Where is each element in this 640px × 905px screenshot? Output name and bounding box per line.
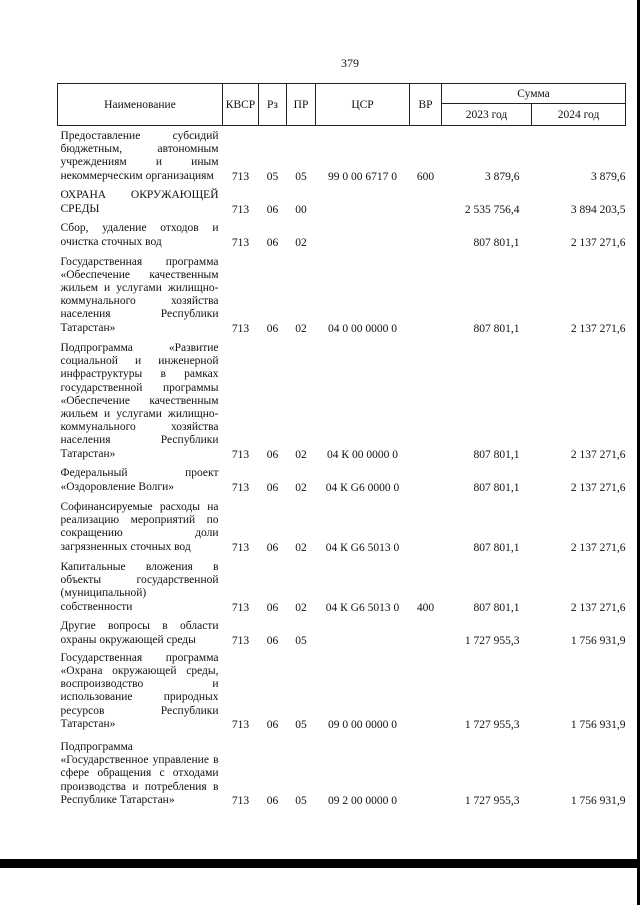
header-kvsr: КВСР bbox=[223, 84, 259, 126]
row-kvsr: 713 bbox=[231, 203, 250, 216]
row-sum-2023: 807 801,1 bbox=[473, 448, 520, 461]
budget-table bbox=[57, 83, 626, 808]
row-pr: 02 bbox=[295, 322, 307, 335]
row-sum-2023: 807 801,1 bbox=[473, 322, 520, 335]
table-row bbox=[58, 495, 626, 555]
table-row bbox=[58, 555, 626, 615]
header-vr: ВР bbox=[410, 84, 442, 126]
row-vr bbox=[410, 648, 442, 732]
row-rz: 06 bbox=[266, 634, 279, 647]
row-sum-2023: 1 727 955,3 bbox=[464, 719, 520, 732]
row-rz: 06 bbox=[266, 236, 279, 249]
header-name: Наименование bbox=[58, 84, 223, 126]
row-sum-2024: 2 137 271,6 bbox=[570, 236, 626, 249]
row-vr bbox=[410, 495, 442, 555]
row-rz: 06 bbox=[266, 481, 279, 494]
header-sum: Сумма bbox=[442, 84, 626, 104]
row-csr bbox=[316, 217, 410, 250]
row-kvsr: 713 bbox=[231, 481, 250, 494]
table-row bbox=[58, 336, 626, 462]
table-row bbox=[58, 250, 626, 336]
row-pr: 05 bbox=[295, 795, 307, 808]
row-csr: 09 2 00 0000 0 bbox=[328, 795, 397, 808]
row-name: Капитальные вложения в объекты государственной (муниципальной) собственности bbox=[60, 561, 219, 613]
page-number: 379 bbox=[341, 56, 359, 70]
row-csr bbox=[316, 184, 410, 217]
row-csr: 09 0 00 0000 0 bbox=[328, 719, 397, 732]
row-csr: 99 0 00 6717 0 bbox=[328, 170, 397, 183]
table-row bbox=[58, 462, 626, 495]
header-year-2023: 2023 год bbox=[442, 104, 532, 126]
row-kvsr: 713 bbox=[231, 236, 250, 249]
row-kvsr: 713 bbox=[231, 170, 250, 183]
row-name: Государственная программа «Охрана окружающей среды, воспроизводство и использование природных ресурсов Республики Татарстан» bbox=[60, 651, 219, 730]
row-vr: 400 bbox=[416, 601, 435, 614]
row-sum-2024: 2 137 271,6 bbox=[570, 541, 626, 554]
row-name: Подпрограмма «Государственное управление в сфере обращения с отходами производства и потребления в Республике Татарстан» bbox=[60, 741, 219, 806]
row-sum-2024: 2 137 271,6 bbox=[570, 448, 626, 461]
row-sum-2024: 2 137 271,6 bbox=[570, 322, 626, 335]
row-rz: 06 bbox=[266, 448, 279, 461]
row-name: Софинансируемые расходы на реализацию мероприятий по сокращению доли загрязненных сточных вод bbox=[60, 501, 219, 553]
row-kvsr: 713 bbox=[231, 541, 250, 554]
header-pr: ПР bbox=[287, 84, 316, 126]
row-vr bbox=[410, 184, 442, 217]
row-name: Сбор, удаление отходов и очистка сточных вод bbox=[60, 222, 219, 248]
row-kvsr: 713 bbox=[231, 322, 250, 335]
row-sum-2023: 807 801,1 bbox=[473, 236, 520, 249]
row-pr: 05 bbox=[295, 634, 307, 647]
row-sum-2023: 2 535 756,4 bbox=[464, 203, 520, 216]
row-name: Подпрограмма «Развитие социальной и инженерной инфраструктуры в рамках государственной программы «Обеспечение качественным жильем и услугами жилищно-коммунального хозяйства населения Республики Татарстан» bbox=[60, 341, 219, 460]
row-rz: 06 bbox=[266, 322, 279, 335]
row-csr: 04 К G6 5013 0 bbox=[325, 601, 400, 614]
row-vr bbox=[410, 615, 442, 648]
table-row bbox=[58, 184, 626, 217]
row-name: Предоставление субсидий бюджетным, автономным учреждениям и иным некоммерческим организациям bbox=[60, 130, 219, 182]
table-row bbox=[58, 615, 626, 648]
row-csr: 04 К 00 0000 0 bbox=[327, 448, 398, 461]
row-sum-2023: 1 727 955,3 bbox=[464, 795, 520, 808]
row-vr bbox=[410, 250, 442, 336]
row-kvsr: 713 bbox=[231, 795, 250, 808]
row-rz: 06 bbox=[266, 541, 279, 554]
scan-bottom-border bbox=[0, 859, 640, 868]
header-year-2024: 2024 год bbox=[532, 104, 626, 126]
row-rz: 06 bbox=[266, 203, 279, 216]
row-vr: 600 bbox=[416, 170, 435, 183]
row-sum-2024: 2 137 271,6 bbox=[570, 601, 626, 614]
row-pr: 00 bbox=[295, 203, 307, 216]
row-rz: 06 bbox=[266, 601, 279, 614]
row-vr bbox=[410, 462, 442, 495]
row-pr: 02 bbox=[295, 236, 307, 249]
row-csr: 04 К G6 0000 0 bbox=[325, 481, 400, 494]
row-sum-2023: 3 879,6 bbox=[485, 170, 520, 183]
row-rz: 05 bbox=[266, 170, 279, 183]
row-sum-2023: 807 801,1 bbox=[473, 601, 520, 614]
row-sum-2023: 1 727 955,3 bbox=[464, 634, 520, 647]
row-sum-2023: 807 801,1 bbox=[473, 541, 520, 554]
row-csr bbox=[316, 615, 410, 648]
row-kvsr: 713 bbox=[231, 448, 250, 461]
row-pr: 02 bbox=[295, 448, 307, 461]
row-sum-2023: 807 801,1 bbox=[473, 481, 520, 494]
row-pr: 02 bbox=[295, 601, 307, 614]
row-sum-2024: 3 894 203,5 bbox=[570, 203, 626, 216]
row-name: Государственная программа «Обеспечение качественным жильем и услугами жилищно-коммунального хозяйства населения Республики Татарстан» bbox=[60, 255, 219, 334]
table-row bbox=[58, 217, 626, 250]
row-pr: 05 bbox=[295, 170, 307, 183]
row-rz: 06 bbox=[266, 795, 279, 808]
row-kvsr: 713 bbox=[231, 634, 250, 647]
row-pr: 02 bbox=[295, 541, 307, 554]
header-rz: Рз bbox=[259, 84, 287, 126]
row-pr: 05 bbox=[295, 719, 307, 732]
row-kvsr: 713 bbox=[231, 719, 250, 732]
header-csr: ЦСР bbox=[316, 84, 410, 126]
row-csr: 04 0 00 0000 0 bbox=[328, 322, 397, 335]
row-rz: 06 bbox=[266, 719, 279, 732]
table-row bbox=[58, 648, 626, 732]
table-body bbox=[58, 126, 626, 809]
row-kvsr: 713 bbox=[231, 601, 250, 614]
row-name: Другие вопросы в области охраны окружающей среды bbox=[60, 620, 219, 646]
table-row bbox=[58, 732, 626, 808]
row-sum-2024: 2 137 271,6 bbox=[570, 481, 626, 494]
table-row bbox=[58, 126, 626, 184]
row-vr bbox=[410, 217, 442, 250]
row-sum-2024: 1 756 931,9 bbox=[570, 634, 626, 647]
row-pr: 02 bbox=[295, 481, 307, 494]
row-sum-2024: 1 756 931,9 bbox=[570, 719, 626, 732]
row-name: ОХРАНА ОКРУЖАЮЩЕЙ СРЕДЫ bbox=[60, 189, 219, 215]
row-name: Федеральный проект «Оздоровление Волги» bbox=[60, 467, 219, 493]
row-csr: 04 К G6 5013 0 bbox=[325, 541, 400, 554]
row-sum-2024: 1 756 931,9 bbox=[570, 795, 626, 808]
row-sum-2024: 3 879,6 bbox=[591, 170, 626, 183]
row-vr bbox=[410, 336, 442, 462]
row-vr bbox=[410, 732, 442, 808]
